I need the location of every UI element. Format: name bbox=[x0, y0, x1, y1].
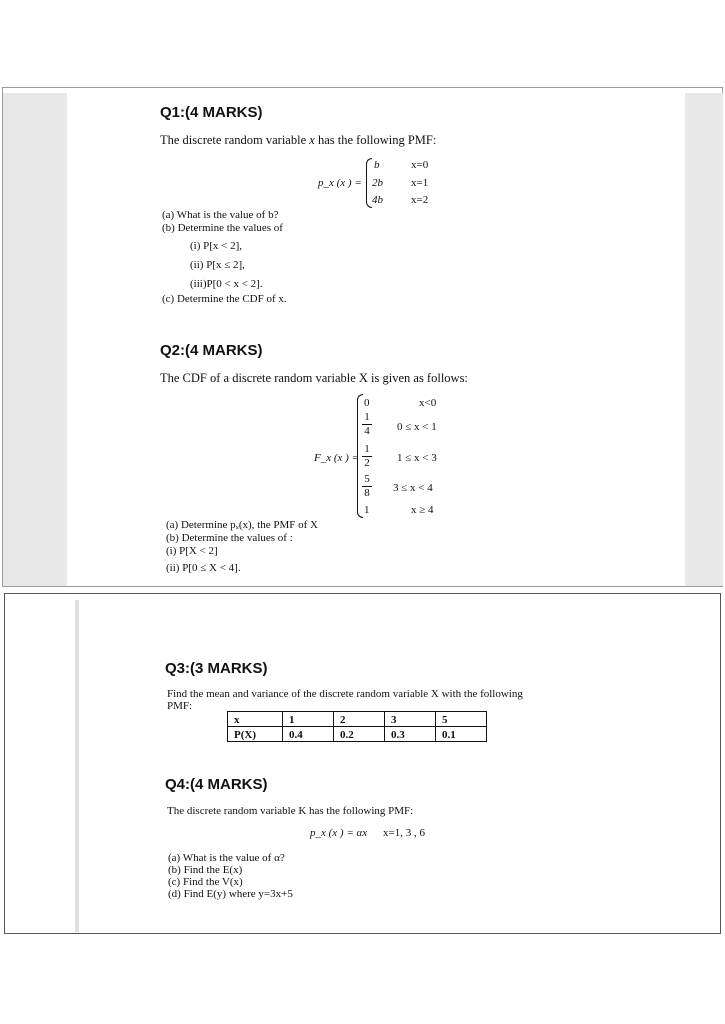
q4-intro: The discrete random variable K has the following PMF: bbox=[167, 805, 414, 817]
q2-fraction bbox=[361, 444, 373, 469]
table-cell: 0.4 bbox=[283, 727, 334, 742]
q1-case-condition: x=1 bbox=[411, 177, 429, 189]
table-cell: 2 bbox=[334, 712, 385, 727]
q1-intro-var: x bbox=[309, 133, 315, 147]
q2-case-condition: x<0 bbox=[419, 397, 437, 409]
q2-intro: The CDF of a discrete random variable X is given as follows: bbox=[160, 371, 468, 385]
table-cell: 5 bbox=[436, 712, 487, 727]
table-row bbox=[228, 712, 487, 727]
q2-frac-den: 8 bbox=[364, 487, 370, 499]
q2-frac-den: 4 bbox=[364, 425, 370, 437]
q4-item-c: (c) Find the V(x) bbox=[168, 876, 243, 888]
margin-stripe bbox=[75, 600, 79, 932]
q2-frac-num: 1 bbox=[364, 443, 370, 455]
q1-heading: Q1:(4 MARKS) bbox=[160, 104, 263, 121]
q2-case-condition: x ≥ 4 bbox=[411, 504, 434, 516]
q1-intro-a: The discrete random variable bbox=[160, 133, 310, 147]
q2-case-value: 0 bbox=[364, 397, 370, 409]
q4-item-d: (d) Find E(y) where y=3x+5 bbox=[168, 888, 293, 900]
q2-item-b-i: (i) P[X < 2] bbox=[166, 545, 218, 557]
q1-item-b-iii: (iii)P[0 < x < 2]. bbox=[190, 278, 263, 290]
right-margin-shade bbox=[685, 93, 723, 586]
page-frame-bottom bbox=[4, 593, 721, 934]
table-cell: x bbox=[228, 712, 283, 727]
q1-item-b-i: (i) P[x < 2], bbox=[190, 240, 243, 252]
q1-item-b: (b) Determine the values of bbox=[162, 222, 283, 234]
q3-intro-line2: PMF: bbox=[167, 700, 193, 712]
q2-case-condition: 3 ≤ x < 4 bbox=[393, 482, 433, 494]
q1-pmf-lhs: p_x (x ) = bbox=[318, 177, 362, 189]
q3-pmf-table bbox=[227, 711, 487, 742]
table-cell: P(X) bbox=[228, 727, 283, 742]
q1-case-value: b bbox=[374, 159, 380, 171]
q3-heading: Q3:(3 MARKS) bbox=[165, 660, 268, 677]
q2-case-condition: 1 ≤ x < 3 bbox=[397, 452, 437, 464]
q2-frac-num: 1 bbox=[364, 411, 370, 423]
q1-item-c: (c) Determine the CDF of x. bbox=[162, 293, 287, 305]
q1-case-condition: x=2 bbox=[411, 194, 429, 206]
q1-item-a: (a) What is the value of b? bbox=[162, 209, 279, 221]
table-row bbox=[228, 727, 487, 742]
q4-item-a: (a) What is the value of α? bbox=[168, 852, 285, 864]
table-cell: 0.2 bbox=[334, 727, 385, 742]
q4-item-b: (b) Find the E(x) bbox=[168, 864, 243, 876]
q2-case-value: 1 bbox=[364, 504, 370, 516]
q1-case-condition: x=0 bbox=[411, 159, 429, 171]
q4-support: x=1, 3 , 6 bbox=[383, 827, 425, 839]
q2-frac-den: 2 bbox=[364, 457, 370, 469]
left-margin-shade bbox=[3, 93, 67, 586]
q2-item-b-ii: (ii) P[0 ≤ X < 4]. bbox=[166, 562, 241, 574]
q3-intro-line1: Find the mean and variance of the discrete random variable X with the following bbox=[167, 688, 523, 700]
table-cell: 0.3 bbox=[385, 727, 436, 742]
q2-fraction bbox=[361, 412, 373, 437]
q1-item-b-ii: (ii) P[x ≤ 2], bbox=[190, 259, 245, 271]
q2-item-b: (b) Determine the values of : bbox=[166, 532, 293, 544]
q1-case-value: 4b bbox=[372, 194, 383, 206]
table-cell: 1 bbox=[283, 712, 334, 727]
q2-heading: Q2:(4 MARKS) bbox=[160, 342, 263, 359]
q2-fraction bbox=[361, 474, 373, 499]
q2-case-condition: 0 ≤ x < 1 bbox=[397, 421, 437, 433]
q2-frac-num: 5 bbox=[364, 473, 370, 485]
q4-pmf: p_x (x ) = αx bbox=[310, 827, 368, 839]
q2-cdf-lhs: F_x (x ) = bbox=[314, 452, 359, 464]
q1-intro-b: has the following PMF: bbox=[314, 133, 437, 147]
q2-item-a: (a) Determine pₓ(x), the PMF of X bbox=[166, 519, 318, 531]
q1-case-value: 2b bbox=[372, 177, 383, 189]
q1-intro bbox=[160, 133, 436, 148]
q4-heading: Q4:(4 MARKS) bbox=[165, 776, 268, 793]
table-cell: 3 bbox=[385, 712, 436, 727]
table-cell: 0.1 bbox=[436, 727, 487, 742]
